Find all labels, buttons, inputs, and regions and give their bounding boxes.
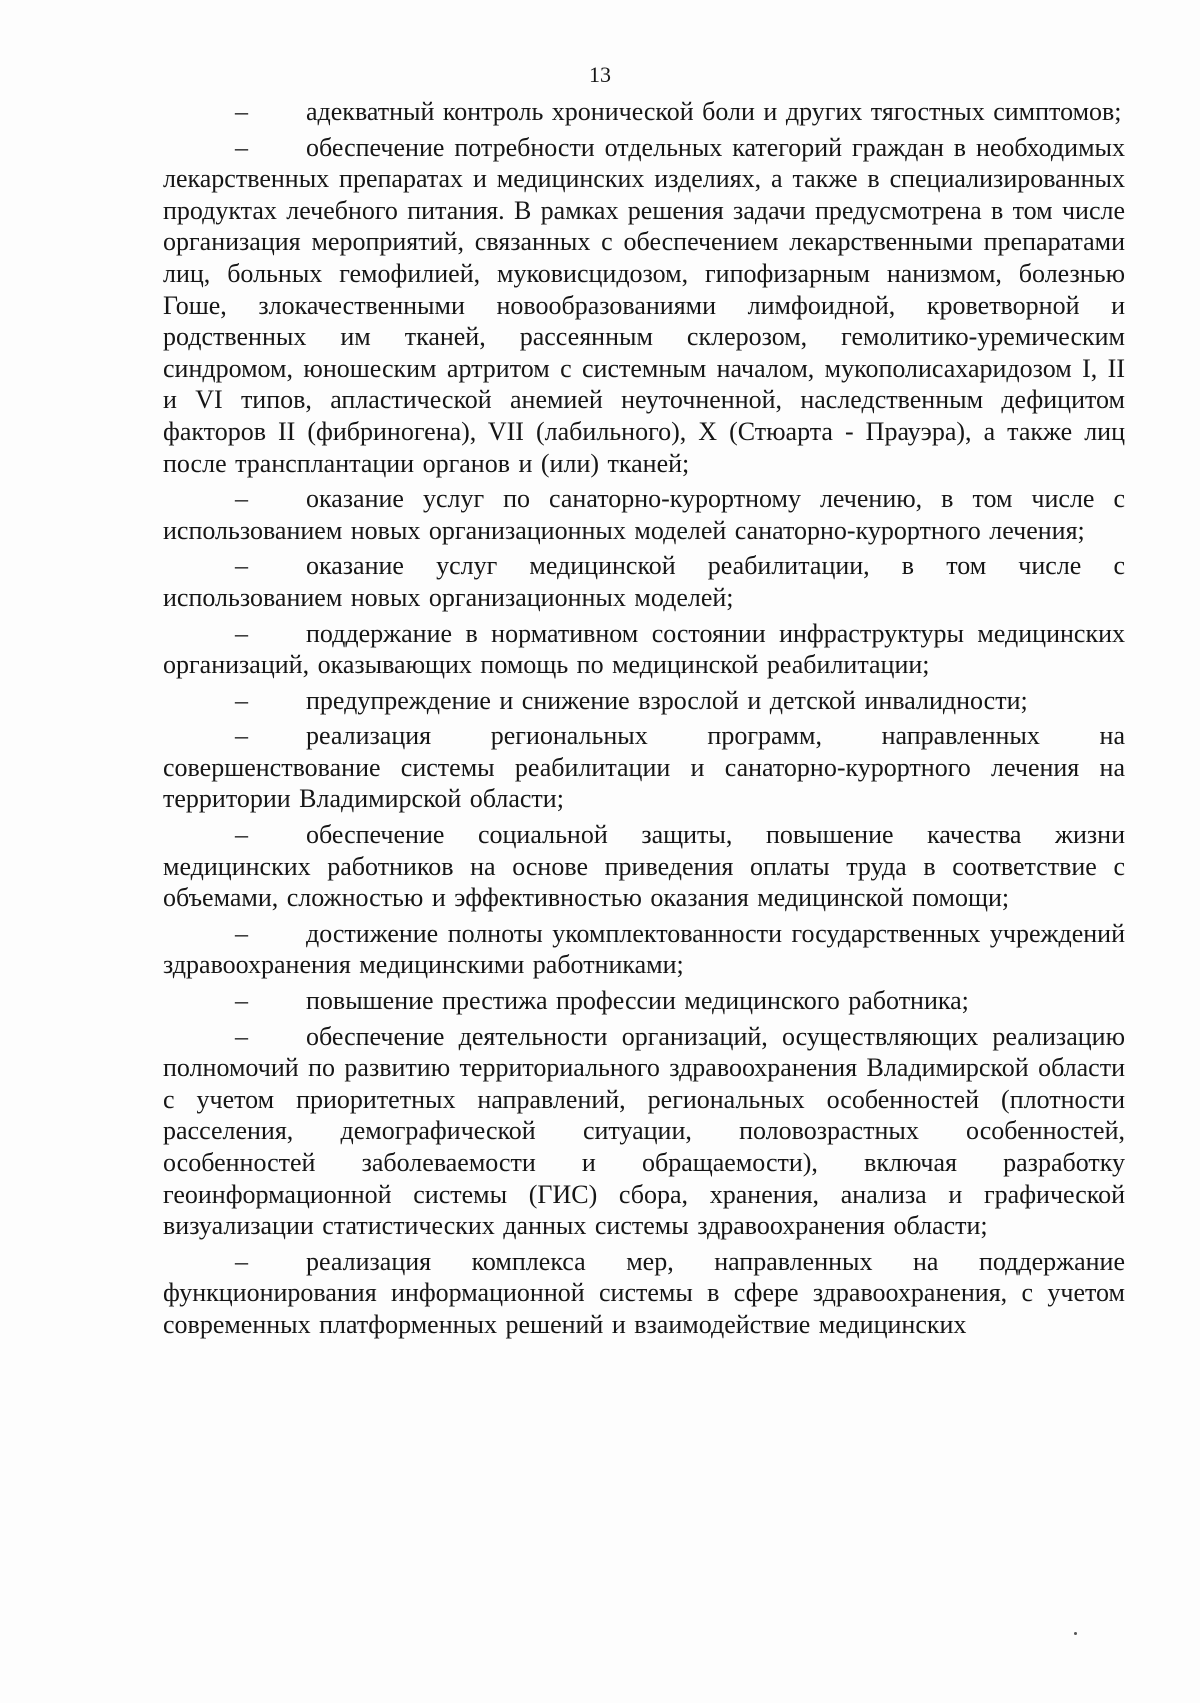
list-bullet: – [235,918,248,948]
list-item [163,96,1125,128]
list-bullet: – [235,685,248,715]
list-bullet: – [235,986,248,1016]
list-bullet: – [235,721,248,751]
list-item [163,685,1125,717]
list-item [163,918,1125,981]
list-item [163,550,1125,613]
list-item-text: обеспечение социальной защиты, повышение качества жизни медицинских работников на основе приведения оплаты труда в соответствие с объемами, сложностью и эффективностью оказания медицинской помощи; [163,820,1125,913]
list-item-text: оказание услуг медицинской реабилитации, в том числе с использованием новых организационных моделей; [163,551,1125,612]
list-item-text: повышение престижа профессии медицинского работника; [306,986,969,1016]
list-item-text: реализация региональных программ, направленных на совершенствование системы реабилитации и санаторно-курортного лечения на территории Владимирской области; [163,721,1125,814]
scan-speck [1074,1632,1077,1635]
list-item [163,985,1125,1017]
list-item-text: достижение полноты укомплектованности государственных учреждений здравоохранения медицинскими работниками; [163,918,1125,980]
list-item [163,1246,1125,1341]
list-bullet: – [235,1021,248,1051]
list-item-text: обеспечение деятельности организаций, осуществляющих реализацию полномочий по развитию территориального здравоохранения Владимирской области с учетом приоритетных направлений, региональных особенностей (плотности расселения, демографической ситуации, половозрастных особенностей, особенностей заболеваемости и обращаемости), включая разработку геоинформационной системы (ГИС) сбора, хранения, анализа и графической визуализации статистических данных системы здравоохранения области; [163,1021,1125,1241]
list-bullet: – [235,820,248,850]
list-item-text: оказание услуг по санаторно-курортному лечению, в том числе с использованием новых организационных моделей санаторно-курортного лечения; [163,484,1125,545]
list-item-text: адекватный контроль хронической боли и других тягостных симптомов; [306,97,1122,126]
list-bullet: – [235,97,248,126]
list-item [163,132,1125,480]
list-item-text: реализация комплекса мер, направленных на поддержание функционирования информационной системы в сфере здравоохранения, с учетом современных платформенных решений и взаимодействие медицинских [163,1246,1125,1339]
list-item [163,819,1125,914]
page-number: 13 [589,62,611,87]
list-item [163,720,1125,815]
list-bullet: – [235,1246,248,1276]
text-body [163,96,1125,1345]
list-item-text: поддержание в нормативном состоянии инфраструктуры медицинских организаций, оказывающих помощь по медицинской реабилитации; [163,618,1125,680]
list-item-text: обеспечение потребности отдельных категорий граждан в необходимых лекарственных препаратах и медицинских изделиях, а также в специализированных продуктах лечебного питания. В рамках решения задачи предусмотрена в том числе организация мероприятий, связанных с обеспечением лекарственными препаратами лиц, больных гемофилией, муковисцидозом, гипофизарным нанизмом, болезнью Гоше, злокачественными новообразованиями лимфоидной, кроветворной и родственных им тканей, рассеянным склерозом, гемолитико-уремическим синдромом, юношеским артритом с системным началом, мукополисахаридозом I, II и VI типов, апластической анемией неуточненной, наследственным дефицитом факторов II (фибриногена), VII (лабильного), X (Стюарта - Прауэра), а также лиц после трансплантации органов и (или) тканей; [163,132,1125,478]
list-item [163,618,1125,681]
list-item [163,483,1125,546]
list-item [163,1021,1125,1242]
list-bullet: – [235,551,248,581]
list-item-text: предупреждение и снижение взрослой и детской инвалидности; [306,685,1028,715]
list-bullet: – [235,132,248,162]
list-bullet: – [235,618,248,648]
list-bullet: – [235,484,248,514]
